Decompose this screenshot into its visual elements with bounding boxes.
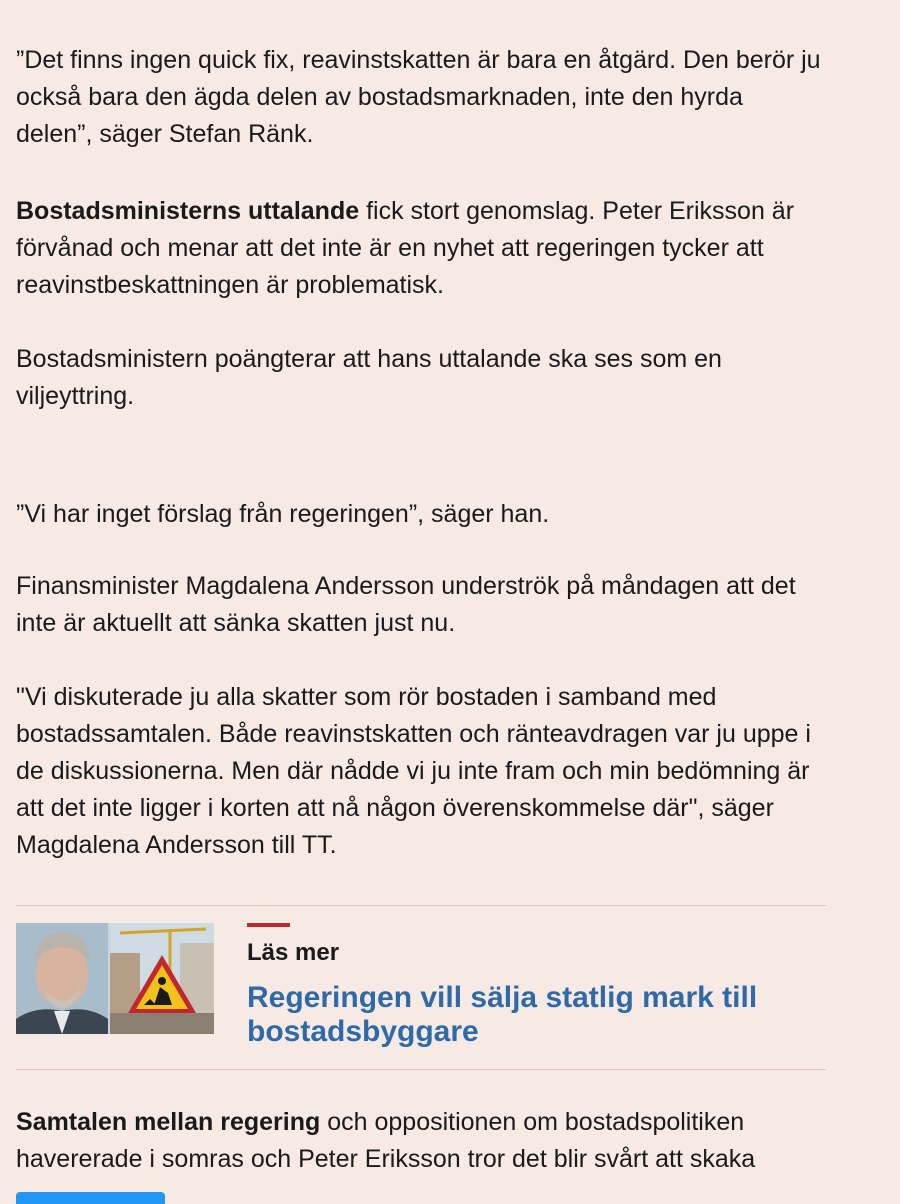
paragraph-text: och oppositionen om bostadspolitiken havererade i somras och Peter Eriksson tror det blir svårt att skaka xyxy=(16,1108,756,1173)
read-more-thumbnail[interactable] xyxy=(16,923,214,1034)
divider-top xyxy=(16,905,826,906)
paragraph-lead-bold: Bostadsministerns uttalande xyxy=(16,197,360,225)
paragraph-lead-bold: Samtalen mellan regering xyxy=(16,1108,321,1136)
divider-bottom xyxy=(16,1069,826,1070)
paragraph-samtalen xyxy=(16,1104,826,1178)
portrait-image xyxy=(16,923,108,1034)
read-more-link[interactable]: Regeringen vill sälja statlig mark till bostadsbyggare xyxy=(247,981,758,1048)
paragraph-quote-forslag: ”Vi har inget förslag från regeringen”, säger han. xyxy=(16,500,550,528)
paragraph-finansminister: Finansminister Magdalena Andersson underströk på måndagen att det inte är aktuellt att sänka skatten just nu. xyxy=(16,572,796,637)
read-more-card[interactable] xyxy=(16,921,826,1048)
paragraph-viljeyttring: Bostadsministern poängterar att hans uttalande ska ses som en viljeyttring. xyxy=(16,345,722,410)
read-more-accent-rule xyxy=(247,923,290,927)
floating-action-button[interactable] xyxy=(16,1192,165,1204)
paragraph-minister-statement xyxy=(16,193,826,304)
paragraph-quote-andersson: "Vi diskuterade ju alla skatter som rör bostaden i samband med bostadssamtalen. Både reavinstskatten och ränteavdragen var ju uppe i de diskussionerna. Men där nådde vi ju inte fram och min bedömning är att det inte ligger i korten att nå någon överenskommelse där", säger Magdalena Andersson till TT. xyxy=(16,683,811,859)
construction-image xyxy=(110,923,214,1034)
read-more-kicker: Läs mer xyxy=(247,939,340,966)
paragraph-quote-rank: ”Det finns ingen quick fix, reavinstskatten är bara en åtgärd. Den berör ju också bara den ägda delen av bostadsmarknaden, inte den hyrda delen”, säger Stefan Ränk. xyxy=(16,46,821,148)
paragraph-text: fick stort genomslag. Peter Eriksson är förvånad och menar att det inte är en nyhet att regeringen tycker att reavinstbeskattningen är problematisk. xyxy=(16,197,795,299)
